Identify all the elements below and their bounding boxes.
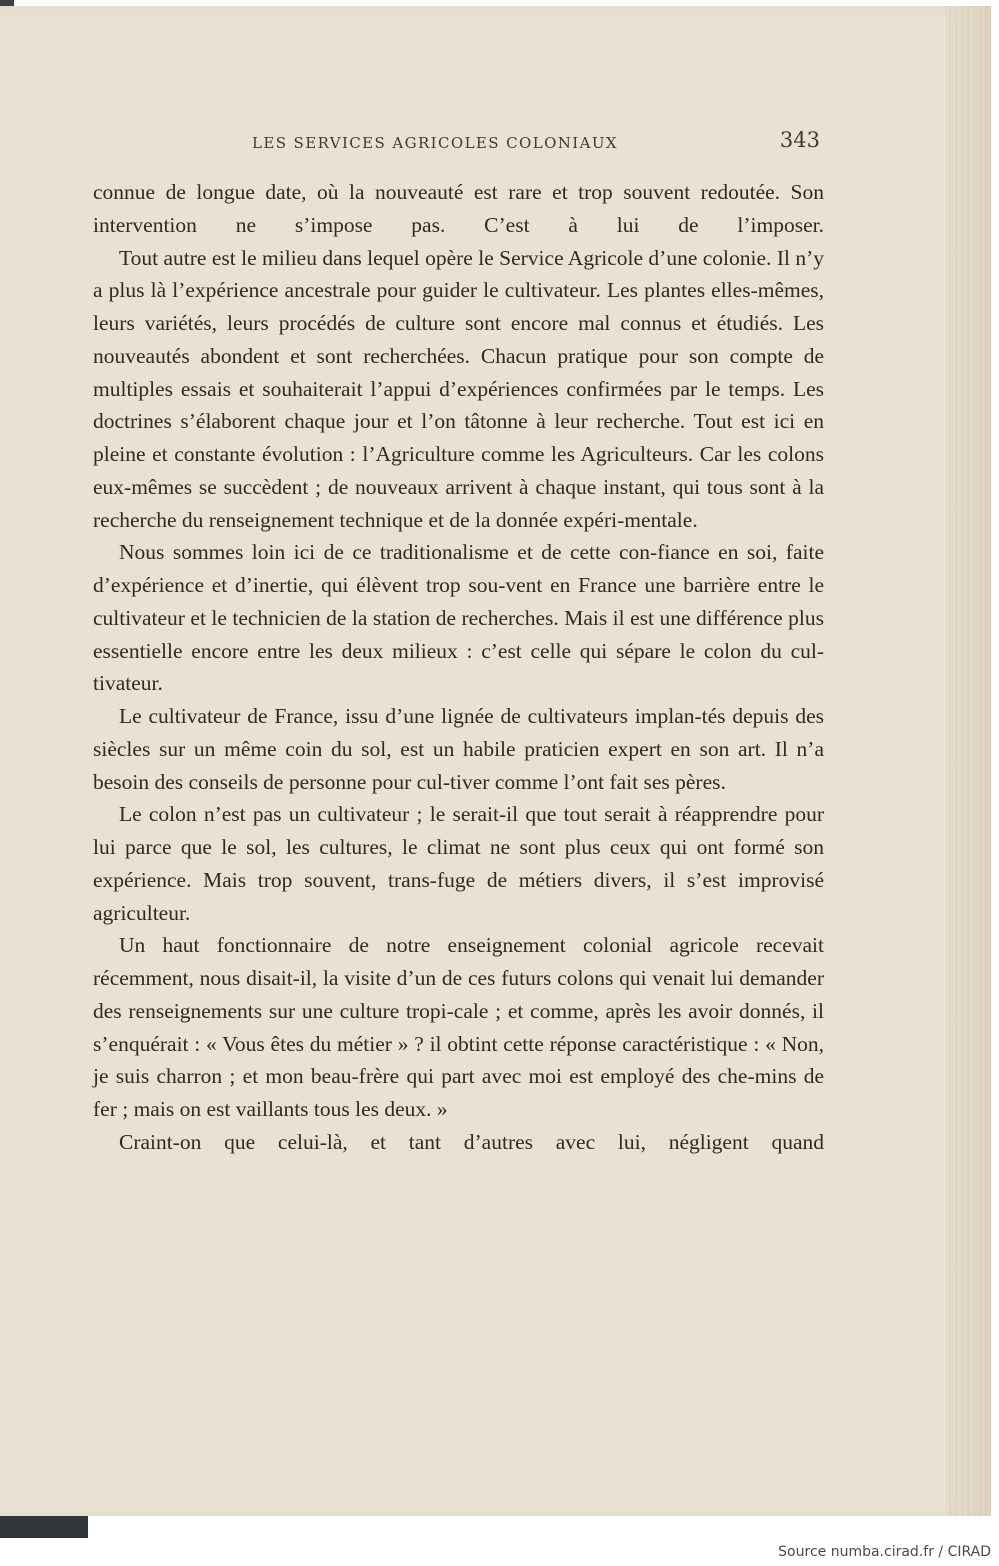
paragraph-3: Nous sommes loin ici de ce traditionalisme et de cette con-fiance en soi, faite d’expérience et d’inertie, qui élèvent trop sou-vent en France une barrière entre le cultivateur et le technicien de la station de recherches. Mais il est une différence plus essentielle encore entre les deux milieux : c’est celle qui sépare le colon du cul-tivateur. [93,540,824,696]
book-page [0,6,991,1516]
scan-border-bottom [0,1516,88,1538]
paragraph-7: Craint-on que celui-là, et tant d’autres avec lui, négligent quand [119,1129,824,1154]
running-title: LES SERVICES AGRICOLES COLONIAUX [252,134,618,152]
page-edge [946,6,990,1516]
paragraph-1: connue de longue date, où la nouveauté est rare et trop souvent redoutée. Son intervention ne s’impose pas. C’est à lui de l’imposer. [93,180,824,237]
paragraph-4: Le cultivateur de France, issu d’une lignée de cultivateurs implan-tés depuis des siècles sur un même coin du sol, est un habile praticien expert en son art. Il n’a besoin des conseils de personne pour cul-tiver comme l’ont fait ses pères. [93,704,824,794]
paragraph-6: Un haut fonctionnaire de notre enseignement colonial agricole recevait récemment, nous disait-il, la visite d’un de ces futurs colons qui venait lui demander des renseignements sur une culture tropi-cale ; et comme, après les avoir donnés, il s’enquérait : « Vous êtes du métier » ? il obtint cette réponse caractéristique : « Non, je suis charron ; et mon beau-frère qui part avec moi est employé des che-mins de fer ; mais on est vaillants tous les deux. » [93,933,824,1121]
paragraph-5: Le colon n’est pas un cultivateur ; le serait-il que tout serait à réapprendre pour lui parce que le sol, les cultures, le climat ne sont plus ceux qui ont formé son expérience. Mais trop souvent, trans-fuge de métiers divers, il s’est improvisé agriculteur. [93,802,824,925]
page-number: 343 [779,128,820,152]
text-body [93,176,824,1159]
paragraph-2: Tout autre est le milieu dans lequel opère le Service Agricole d’une colonie. Il n’y a plus là l’expérience ancestrale pour guider le cultivateur. Les plantes elles-mêmes, leurs variétés, leurs procédés de culture sont encore mal connus et étudiés. Les nouveautés abondent et sont recherchées. Chacun pratique pour son compte de multiples essais et souhaiterait l’appui d’expériences confirmées par le temps. Les doctrines s’élaborent chaque jour et l’on tâtonne à leur recherche. Tout est ici en pleine et constante évolution : l’Agriculture comme les Agriculteurs. Car les colons eux-mêmes se succèdent ; de nouveaux arrivent à chaque instant, qui tous sont à la recherche du renseignement technique et de la donnée expéri-mentale. [93,245,824,532]
source-credit: Source numba.cirad.fr / CIRAD [778,1544,991,1560]
running-head [90,122,826,156]
